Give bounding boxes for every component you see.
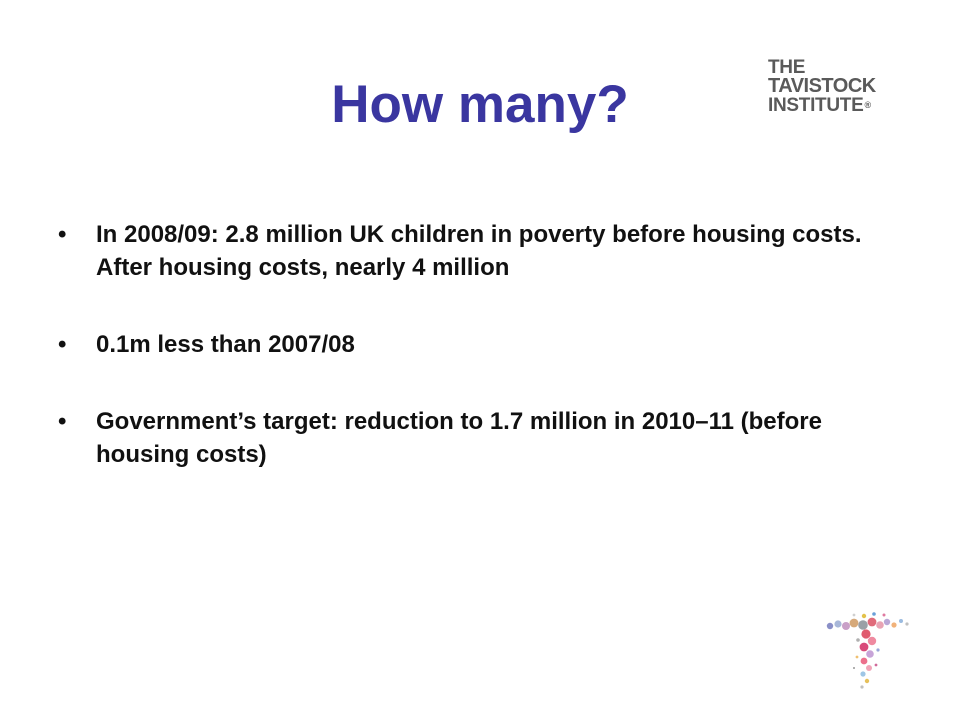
bullet-marker: • [58,221,67,248]
bullet-marker: • [58,331,67,358]
slide-title: How many? [331,75,629,134]
bullet-item [58,328,898,361]
logo-line-institute [768,96,876,115]
tavistock-dots-logo-icon [824,610,914,690]
bullet-item [58,218,898,284]
bullet-text: 0.1m less than 2007/08 [96,331,355,358]
bullet-text: Government’s target: reduction to 1.7 million in 2010–11 (before housing costs) [96,408,822,468]
tavistock-logo [768,58,876,115]
logo-line-the: THE [768,57,806,78]
logo-institute-text: INSTITUTE [768,95,864,116]
logo-line-tavistock: TAVISTOCK [768,75,876,97]
bullet-list [58,218,898,471]
bullet-text: In 2008/09: 2.8 million UK children in poverty before housing costs. After housing costs, nearly 4 million [96,221,862,281]
bullet-marker: • [58,408,67,435]
logo-registered-mark: ® [864,100,871,110]
bullet-item [58,405,898,471]
